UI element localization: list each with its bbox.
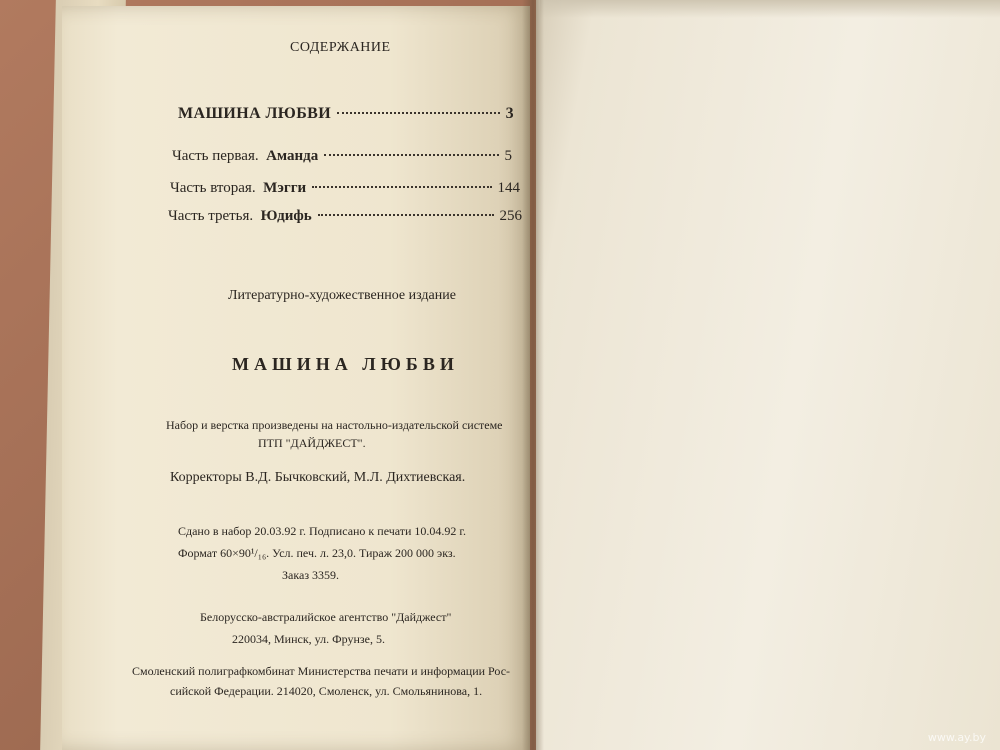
toc-dot-leader [318, 214, 494, 216]
book-title: МАШИНА ЛЮБВИ [232, 354, 459, 374]
toc-part-page: 5 [504, 148, 512, 164]
toc-part-label: Часть вторая. [170, 180, 256, 196]
right-page-blank [536, 0, 1000, 750]
toc-dot-leader [312, 186, 491, 188]
right-page-top-shadow [540, 0, 1000, 18]
order-number: Заказ 3359. [282, 568, 340, 582]
publisher-agency: Белорусско-австралийское агентство "Дайджест" [200, 610, 452, 624]
toc-part-entry [170, 180, 520, 204]
toc-part-title: Аманда [266, 148, 319, 164]
site-watermark: www.ay.by [927, 731, 986, 744]
printer-line-continued: сийской Федерации. 214020, Смоленск, ул. Смольянинова, 1. [170, 684, 483, 698]
print-format: Формат 60×90¹/₁₆. Усл. печ. л. 23,0. Тираж 200 000 экз. [178, 546, 456, 560]
toc-dot-leader [337, 112, 499, 114]
toc-dot-leader [324, 154, 498, 156]
toc-main-title: МАШИНА ЛЮБВИ [178, 105, 332, 122]
book-gutter [522, 0, 544, 750]
toc-heading: СОДЕРЖАНИЕ [290, 40, 391, 55]
edition-type: Литературно-художественное издание [228, 288, 456, 303]
printer-line: Смоленский полиграфкомбинат Министерства печати и информации Рос- [132, 664, 511, 678]
toc-part-page: 256 [499, 208, 522, 224]
correctors-line: Корректоры В.Д. Бычковский, М.Л. Дихтиевская. [170, 470, 466, 485]
toc-part-entry [172, 148, 512, 172]
typeset-note: Набор и верстка произведены на настольно-издательской системе [166, 418, 503, 432]
toc-part-label: Часть третья. [168, 208, 254, 224]
toc-part-title: Юдифь [260, 208, 312, 224]
toc-main-page: 3 [505, 105, 514, 122]
toc-part-entry [168, 208, 522, 232]
publisher-address: 220034, Минск, ул. Фрунзе, 5. [232, 632, 385, 646]
toc-part-title: Мэгги [263, 180, 307, 196]
toc-main-entry [178, 105, 514, 129]
toc-part-label: Часть первая. [172, 148, 259, 164]
toc-part-page: 144 [497, 180, 520, 196]
print-dates: Сдано в набор 20.03.92 г. Подписано к печати 10.04.92 г. [178, 524, 466, 538]
typeset-note-publisher: ПТП "ДАЙДЖЕСТ". [258, 436, 366, 450]
